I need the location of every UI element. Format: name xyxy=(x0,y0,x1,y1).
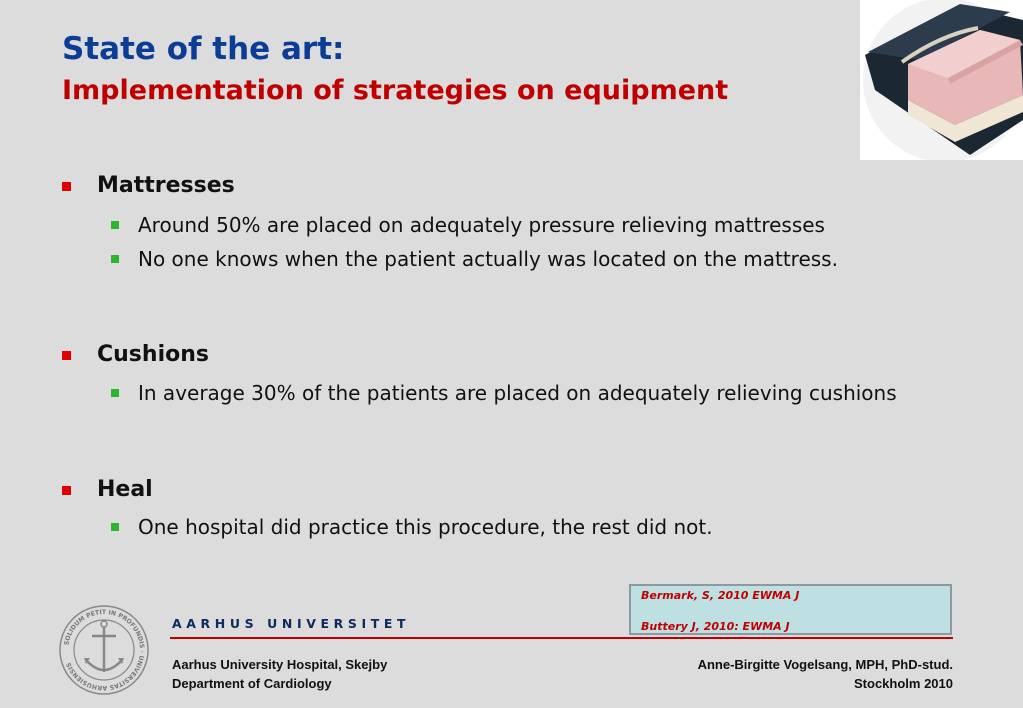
location-year: Stockholm 2010 xyxy=(854,676,953,691)
department-name: Department of Cardiology xyxy=(172,676,332,691)
aarhus-university-seal-logo xyxy=(58,604,150,696)
list-item xyxy=(138,211,978,240)
red-square-bullet-icon xyxy=(62,182,72,192)
footer-left xyxy=(172,655,387,693)
list-item xyxy=(138,245,898,274)
section-heading: Mattresses xyxy=(97,173,235,198)
reference-1: Bermark, S, 2010 EWMA J xyxy=(641,589,800,602)
red-square-bullet-icon xyxy=(62,351,72,361)
reference-2: Buttery J, 2010: EWMA J xyxy=(641,620,790,633)
footer-divider xyxy=(170,637,953,639)
list-item-text: One hospital did practice this procedure, the rest did not. xyxy=(138,515,713,539)
green-square-bullet-icon xyxy=(111,389,120,398)
slide-subtitle: Implementation of strategies on equipment xyxy=(62,75,729,106)
slide-title: State of the art: xyxy=(62,31,345,67)
list-item-text: Around 50% are placed on adequately pressure relieving mattresses xyxy=(138,213,825,237)
list-item xyxy=(138,513,978,542)
university-name: AARHUS UNIVERSITET xyxy=(172,616,411,631)
author-name: Anne-Birgitte Vogelsang, MPH, PhD-stud. xyxy=(697,657,953,672)
green-square-bullet-icon xyxy=(111,523,120,532)
green-square-bullet-icon xyxy=(111,255,120,264)
list-item-text: No one knows when the patient actually was located on the mattress. xyxy=(138,247,838,271)
red-square-bullet-icon xyxy=(62,486,72,496)
mattress-photo xyxy=(860,0,1023,160)
list-item-text: In average 30% of the patients are placed on adequately relieving cushions xyxy=(138,381,897,405)
green-square-bullet-icon xyxy=(111,221,120,230)
references-box xyxy=(629,584,952,635)
seal-text: SOLIDUM PETIT IN PROFUNDIS · UNIVERSITAS ARHUSIENSIS xyxy=(63,608,146,692)
list-item xyxy=(138,379,958,408)
section-heading: Heal xyxy=(97,477,153,502)
hospital-name: Aarhus University Hospital, Skejby xyxy=(172,657,388,672)
footer-right xyxy=(698,655,953,693)
section-heading: Cushions xyxy=(97,342,209,367)
